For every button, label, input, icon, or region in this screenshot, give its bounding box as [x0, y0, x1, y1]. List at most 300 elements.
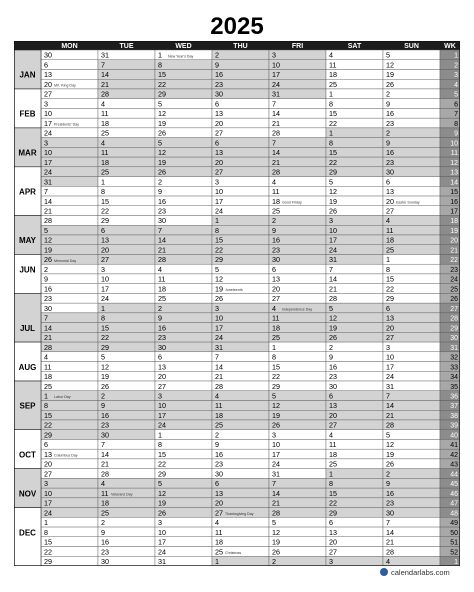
header-sat: SAT: [347, 43, 362, 51]
day-cell: [383, 430, 440, 440]
day-number: 11: [329, 440, 337, 450]
day-number: 11: [158, 274, 166, 284]
day-cell: [212, 430, 269, 440]
day-number: 26: [101, 381, 109, 391]
day-cell: [155, 313, 212, 323]
yearly-calendar-grid: [14, 41, 460, 566]
day-number: 18: [215, 410, 223, 420]
day-number: 14: [386, 527, 394, 537]
day-number: 27: [272, 294, 280, 304]
day-number: 4: [272, 303, 276, 313]
day-number: 17: [44, 118, 52, 128]
day-number: 26: [215, 294, 223, 304]
week-number: 34: [450, 374, 458, 382]
day-number: 29: [44, 557, 52, 566]
calendarlabs-logo-icon: [380, 568, 388, 576]
day-number: 8: [44, 401, 48, 411]
holiday-label: Veterans Day: [111, 492, 133, 497]
day-number: 9: [101, 527, 105, 537]
month-label: DEC: [19, 528, 36, 538]
day-number: 23: [215, 79, 223, 89]
day-number: 27: [215, 128, 223, 138]
day-number: 14: [386, 401, 394, 411]
day-cell: [212, 216, 269, 226]
holiday-label: Columbus Day: [54, 453, 78, 458]
day-number: 13: [44, 70, 52, 80]
day-number: 4: [215, 391, 219, 401]
day-number: 24: [44, 508, 52, 518]
day-number: 1: [215, 216, 219, 226]
header-mon: MON: [61, 43, 78, 51]
day-cell: [326, 352, 383, 362]
day-number: 29: [101, 342, 109, 352]
day-number: 26: [158, 167, 166, 177]
day-number: 19: [215, 284, 223, 294]
day-number: 11: [272, 313, 280, 323]
day-number: 25: [386, 245, 394, 255]
day-cell: [155, 439, 212, 449]
day-number: 8: [386, 264, 390, 274]
day-number: 20: [386, 323, 394, 333]
day-number: 17: [158, 537, 166, 547]
day-number: 26: [386, 79, 394, 89]
day-number: 13: [215, 488, 223, 498]
day-number: 5: [272, 391, 276, 401]
day-number: 21: [44, 206, 52, 216]
day-cell: [98, 177, 155, 187]
week-number: 20: [450, 237, 458, 245]
day-cell: [326, 517, 383, 527]
day-number: 3: [44, 479, 48, 489]
day-cell: [212, 439, 269, 449]
day-number: 20: [329, 410, 337, 420]
day-cell: [326, 303, 383, 313]
day-number: 28: [272, 128, 280, 138]
day-number: 20: [386, 196, 394, 206]
day-number: 28: [215, 381, 223, 391]
day-cell: [383, 517, 440, 527]
day-number: 4: [329, 430, 333, 440]
day-cell: [212, 99, 269, 109]
week-number: 30: [450, 335, 458, 343]
day-cell: [269, 99, 326, 109]
day-cell: [383, 138, 440, 148]
day-number: 31: [272, 89, 280, 99]
day-number: 15: [329, 109, 337, 119]
day-number: 24: [215, 333, 223, 343]
day-number: 6: [44, 60, 48, 70]
day-number: 29: [158, 469, 166, 479]
day-cell: [212, 177, 269, 187]
day-cell: [383, 128, 440, 138]
week-number: 1: [454, 559, 458, 566]
month-label: JUL: [19, 323, 36, 333]
day-number: 27: [215, 508, 223, 518]
day-number: 17: [272, 70, 280, 80]
footer-brand-text: calendarlabs.com: [391, 567, 450, 577]
day-number: 10: [386, 352, 394, 362]
day-number: 7: [44, 187, 48, 197]
day-number: 9: [329, 352, 333, 362]
week-number: 7: [454, 111, 458, 119]
day-cell: [155, 186, 212, 196]
day-number: 9: [272, 225, 276, 235]
week-number: 22: [450, 257, 458, 265]
day-cell: [326, 177, 383, 187]
day-number: 17: [158, 410, 166, 420]
day-cell: [212, 556, 269, 566]
day-number: 1: [329, 128, 333, 138]
day-number: 9: [158, 187, 162, 197]
month-label: APR: [19, 187, 36, 197]
day-number: 16: [215, 70, 223, 80]
day-number: 1: [386, 255, 390, 265]
holiday-label: Memorial Day: [54, 258, 77, 263]
day-number: 9: [386, 99, 390, 109]
day-number: 18: [272, 323, 280, 333]
day-number: 19: [101, 372, 109, 382]
day-cell: [383, 254, 440, 264]
day-number: 28: [44, 216, 52, 226]
week-number: 17: [450, 208, 458, 216]
month-block: [14, 469, 41, 508]
day-number: 29: [329, 167, 337, 177]
day-number: 8: [272, 352, 276, 362]
day-number: 11: [44, 362, 52, 372]
day-number: 19: [158, 157, 166, 167]
day-number: 24: [158, 547, 166, 557]
week-number: 49: [450, 520, 458, 528]
month-label: FEB: [19, 109, 36, 119]
day-cell: [41, 138, 98, 148]
day-number: 16: [386, 109, 394, 119]
day-number: 13: [44, 449, 52, 459]
day-number: 10: [272, 440, 280, 450]
day-number: 18: [329, 70, 337, 80]
day-number: 9: [215, 440, 219, 450]
day-number: 4: [101, 479, 105, 489]
day-number: 21: [272, 118, 280, 128]
day-cell: [383, 216, 440, 226]
month-block: [14, 89, 41, 128]
week-number: 33: [450, 364, 458, 372]
day-number: 21: [158, 245, 166, 255]
day-number: 23: [386, 157, 394, 167]
day-number: 31: [215, 342, 223, 352]
day-number: 23: [101, 420, 109, 430]
day-number: 6: [215, 138, 219, 148]
day-number: 7: [44, 313, 48, 323]
week-number: 3: [454, 72, 458, 80]
day-number: 4: [44, 352, 48, 362]
day-number: 3: [215, 303, 219, 313]
day-cell: [212, 264, 269, 274]
week-number: 42: [450, 451, 458, 459]
day-number: 25: [101, 128, 109, 138]
week-number: 43: [450, 461, 458, 469]
day-cell: [155, 99, 212, 109]
day-number: 1: [215, 557, 219, 566]
header-sun: SUN: [404, 43, 419, 51]
week-number: 26: [450, 296, 458, 304]
day-number: 15: [158, 449, 166, 459]
day-number: 15: [101, 323, 109, 333]
week-number: 29: [450, 325, 458, 333]
day-number: 29: [386, 294, 394, 304]
day-cell: [98, 313, 155, 323]
day-number: 30: [386, 167, 394, 177]
week-number: 6: [454, 101, 458, 109]
day-number: 10: [44, 109, 52, 119]
day-number: 18: [329, 449, 337, 459]
day-cell: [41, 400, 98, 410]
day-number: 30: [215, 469, 223, 479]
day-cell: [383, 177, 440, 187]
day-number: 12: [158, 109, 166, 119]
day-number: 5: [386, 50, 390, 60]
day-number: 24: [101, 294, 109, 304]
day-number: 13: [272, 274, 280, 284]
day-number: 7: [101, 60, 105, 70]
week-number: 2: [454, 62, 458, 70]
day-number: 5: [386, 430, 390, 440]
day-number: 11: [101, 148, 109, 158]
day-number: 29: [158, 89, 166, 99]
day-number: 11: [101, 488, 109, 498]
day-number: 20: [44, 79, 52, 89]
day-number: 16: [44, 284, 52, 294]
week-number: 37: [450, 403, 458, 411]
day-number: 9: [386, 138, 390, 148]
day-number: 24: [272, 79, 280, 89]
day-number: 20: [158, 372, 166, 382]
day-number: 8: [329, 138, 333, 148]
day-number: 30: [101, 557, 109, 566]
day-cell: [326, 430, 383, 440]
day-number: 22: [329, 118, 337, 128]
day-number: 26: [272, 420, 280, 430]
day-number: 27: [44, 89, 52, 99]
day-number: 22: [101, 206, 109, 216]
day-number: 6: [386, 177, 390, 187]
day-number: 16: [215, 449, 223, 459]
day-number: 19: [386, 449, 394, 459]
day-number: 21: [44, 333, 52, 343]
day-number: 1: [44, 391, 48, 401]
day-number: 7: [272, 99, 276, 109]
day-number: 25: [329, 79, 337, 89]
day-number: 13: [215, 148, 223, 158]
day-number: 7: [215, 352, 219, 362]
day-number: 27: [215, 167, 223, 177]
day-number: 12: [44, 235, 52, 245]
day-number: 17: [272, 449, 280, 459]
day-cell: [383, 50, 440, 60]
day-number: 17: [215, 196, 223, 206]
day-number: 22: [329, 498, 337, 508]
day-number: 3: [44, 99, 48, 109]
day-number: 23: [44, 294, 52, 304]
day-number: 1: [44, 518, 48, 528]
week-number: 8: [454, 120, 458, 128]
month-label: MAY: [18, 236, 37, 246]
day-number: 26: [329, 333, 337, 343]
day-number: 3: [101, 264, 105, 274]
day-number: 23: [329, 372, 337, 382]
week-number: 38: [450, 412, 458, 420]
day-number: 31: [272, 469, 280, 479]
day-number: 19: [44, 245, 52, 255]
day-cell: [155, 303, 212, 313]
week-number: 28: [450, 315, 458, 323]
day-cell: [41, 99, 98, 109]
day-number: 4: [272, 177, 276, 187]
day-number: 29: [101, 216, 109, 226]
day-number: 25: [272, 206, 280, 216]
day-number: 15: [329, 488, 337, 498]
day-number: 14: [329, 274, 337, 284]
day-number: 3: [158, 518, 162, 528]
footer-brand[interactable]: [380, 566, 472, 578]
day-number: 4: [158, 264, 162, 274]
day-number: 19: [158, 118, 166, 128]
day-number: 28: [386, 547, 394, 557]
day-number: 10: [101, 274, 109, 284]
day-cell: [269, 391, 326, 401]
day-number: 6: [215, 99, 219, 109]
day-number: 18: [272, 196, 280, 206]
day-number: 23: [158, 333, 166, 343]
day-cell: [155, 177, 212, 187]
week-number: 23: [450, 266, 458, 274]
day-cell: [212, 303, 269, 313]
day-number: 13: [158, 362, 166, 372]
day-number: 11: [386, 225, 394, 235]
day-number: 31: [44, 177, 52, 187]
day-number: 2: [44, 264, 48, 274]
day-number: 3: [272, 430, 276, 440]
day-number: 21: [101, 79, 109, 89]
day-number: 23: [386, 498, 394, 508]
day-cell: [98, 517, 155, 527]
day-number: 29: [329, 508, 337, 518]
day-number: 10: [44, 488, 52, 498]
day-number: 8: [101, 313, 105, 323]
day-number: 19: [272, 410, 280, 420]
day-number: 5: [329, 177, 333, 187]
day-number: 27: [158, 381, 166, 391]
day-number: 8: [158, 60, 162, 70]
holiday-label: Mrt. King Day: [54, 83, 76, 88]
day-number: 23: [101, 547, 109, 557]
day-number: 2: [386, 128, 390, 138]
day-number: 28: [101, 89, 109, 99]
day-number: 22: [158, 459, 166, 469]
day-cell: [269, 216, 326, 226]
holiday-label: New Year's Day: [168, 54, 194, 59]
day-number: 10: [44, 148, 52, 158]
day-number: 7: [272, 479, 276, 489]
day-cell: [383, 469, 440, 479]
day-number: 6: [329, 518, 333, 528]
day-cell: [155, 138, 212, 148]
month-label: OCT: [19, 450, 36, 460]
day-number: 14: [272, 109, 280, 119]
month-label: MAR: [18, 148, 37, 158]
day-cell: [98, 99, 155, 109]
day-number: 16: [272, 235, 280, 245]
day-number: 22: [44, 420, 52, 430]
day-cell: [269, 342, 326, 352]
day-number: 2: [386, 89, 390, 99]
day-number: 5: [158, 138, 162, 148]
day-number: 8: [215, 225, 219, 235]
day-cell: [98, 186, 155, 196]
month-label: SEP: [19, 401, 36, 411]
day-cell: [212, 60, 269, 70]
week-number: 46: [450, 490, 458, 498]
header-tue: TUE: [119, 43, 134, 51]
day-number: 30: [272, 255, 280, 265]
day-number: 1: [101, 177, 105, 187]
day-number: 16: [386, 148, 394, 158]
day-number: 5: [272, 518, 276, 528]
day-number: 14: [101, 70, 109, 80]
day-number: 2: [272, 216, 276, 226]
day-number: 15: [215, 235, 223, 245]
header-wk: WK: [444, 43, 456, 51]
day-number: 27: [101, 255, 109, 265]
day-number: 6: [215, 479, 219, 489]
day-number: 10: [215, 187, 223, 197]
day-number: 14: [158, 235, 166, 245]
day-cell: [383, 99, 440, 109]
day-number: 13: [386, 187, 394, 197]
day-number: 14: [44, 323, 52, 333]
day-cell: [41, 478, 98, 488]
day-number: 26: [44, 255, 52, 265]
day-cell: [269, 50, 326, 60]
day-number: 1: [101, 303, 105, 313]
day-number: 9: [101, 401, 105, 411]
week-number: 10: [450, 140, 458, 148]
day-number: 23: [386, 118, 394, 128]
day-number: 1: [158, 50, 162, 60]
holiday-label: Thanksgiving Day: [225, 511, 254, 516]
day-cell: [155, 225, 212, 235]
day-number: 10: [272, 60, 280, 70]
day-number: 2: [101, 518, 105, 528]
day-number: 13: [329, 527, 337, 537]
day-number: 2: [158, 303, 162, 313]
day-number: 3: [386, 342, 390, 352]
day-cell: [326, 216, 383, 226]
day-number: 24: [272, 459, 280, 469]
day-number: 24: [44, 128, 52, 138]
day-number: 2: [272, 557, 276, 566]
day-cell: [212, 50, 269, 60]
day-number: 10: [215, 313, 223, 323]
day-number: 9: [44, 274, 48, 284]
day-number: 18: [158, 284, 166, 294]
day-number: 22: [272, 372, 280, 382]
day-cell: [98, 60, 155, 70]
day-cell: [326, 342, 383, 352]
day-number: 13: [329, 401, 337, 411]
day-number: 28: [44, 342, 52, 352]
day-number: 5: [158, 479, 162, 489]
day-cell: [155, 478, 212, 488]
